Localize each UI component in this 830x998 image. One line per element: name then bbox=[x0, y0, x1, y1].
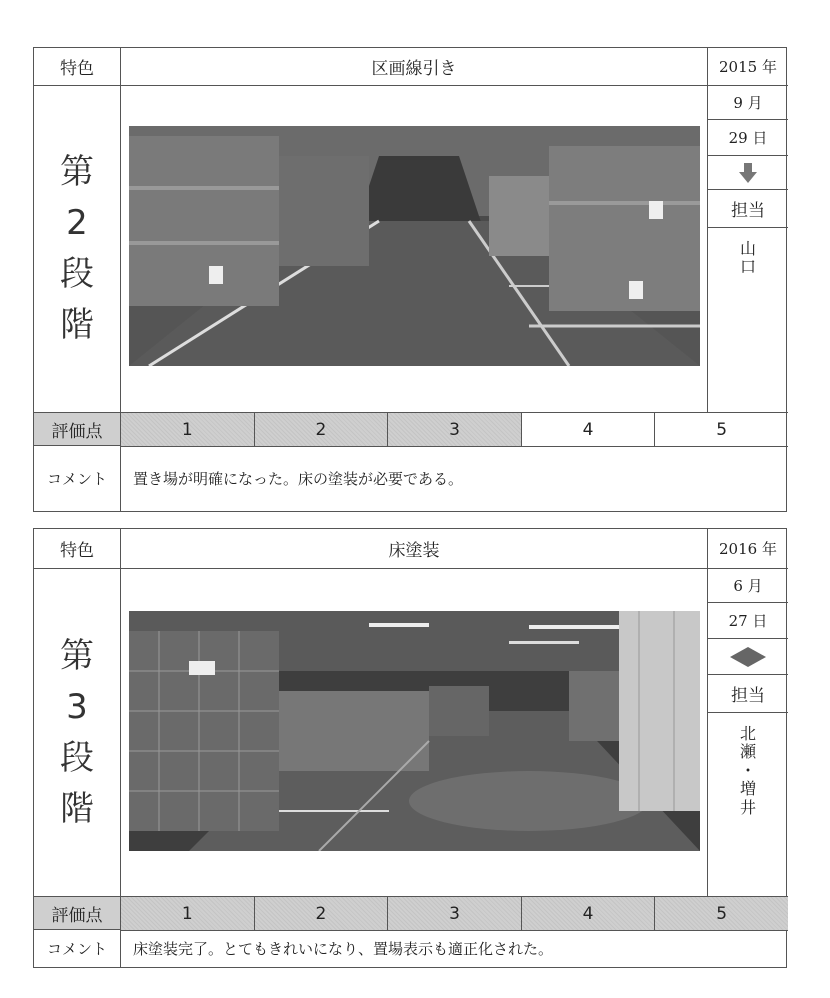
stage-label: 第 3 段 階 bbox=[34, 569, 121, 897]
comment-label: コメント bbox=[34, 446, 121, 511]
down-arrow-icon bbox=[739, 163, 757, 183]
date-year: 2016 年 bbox=[708, 529, 788, 569]
date-year: 2015 年 bbox=[708, 48, 788, 86]
rating-option-4: 4 bbox=[522, 413, 656, 446]
card-title: 区画線引き bbox=[121, 48, 708, 86]
date-day: 29 日 bbox=[708, 120, 788, 156]
rating-scale bbox=[121, 897, 788, 931]
rating-option-5: 5 bbox=[655, 897, 788, 930]
stage-label: 第 2 段 階 bbox=[34, 86, 121, 413]
warehouse-photo-image bbox=[129, 611, 700, 851]
rating-option-4: 4 bbox=[522, 897, 656, 930]
owner-label: 担当 bbox=[708, 190, 788, 228]
rating-label: 評価点 bbox=[34, 413, 121, 446]
owner-name: 山 口 bbox=[708, 228, 788, 413]
transition-cell bbox=[708, 639, 788, 675]
transition-cell bbox=[708, 156, 788, 190]
rating-label: 評価点 bbox=[34, 897, 121, 930]
owner-label: 担当 bbox=[708, 675, 788, 713]
owner-name: 北 瀬 ・ 増 井 bbox=[708, 713, 788, 897]
photo-panel bbox=[121, 569, 708, 897]
comment-text: 床塗装完了。とてもきれいになり、置場表示も適正化された。 bbox=[133, 940, 554, 958]
comment-label: コメント bbox=[34, 930, 121, 967]
rating-option-2: 2 bbox=[255, 413, 389, 446]
rating-scale bbox=[121, 413, 788, 447]
rating-option-5: 5 bbox=[716, 419, 728, 440]
warehouse-photo bbox=[129, 126, 700, 366]
rating-option-1: 1 bbox=[121, 413, 255, 446]
photo-panel bbox=[121, 86, 708, 413]
date-day: 27 日 bbox=[708, 603, 788, 639]
rating-option-3: 3 bbox=[388, 897, 522, 930]
evaluation-card-stage-2 bbox=[33, 47, 787, 512]
date-month: 9 月 bbox=[708, 86, 788, 120]
diamond-icon bbox=[730, 647, 766, 667]
card-title: 床塗装 bbox=[121, 529, 708, 569]
feature-label: 特色 bbox=[34, 529, 121, 569]
rating-option-1: 1 bbox=[121, 897, 255, 930]
evaluation-card-stage-3 bbox=[33, 528, 787, 968]
comment-text: 置き場が明確になった。床の塗装が必要である。 bbox=[133, 470, 464, 488]
rating-option-3: 3 bbox=[388, 413, 522, 446]
rating-option-2: 2 bbox=[255, 897, 389, 930]
warehouse-photo bbox=[129, 611, 700, 851]
feature-label: 特色 bbox=[34, 48, 121, 86]
date-month: 6 月 bbox=[708, 569, 788, 603]
warehouse-photo-image bbox=[129, 126, 700, 366]
